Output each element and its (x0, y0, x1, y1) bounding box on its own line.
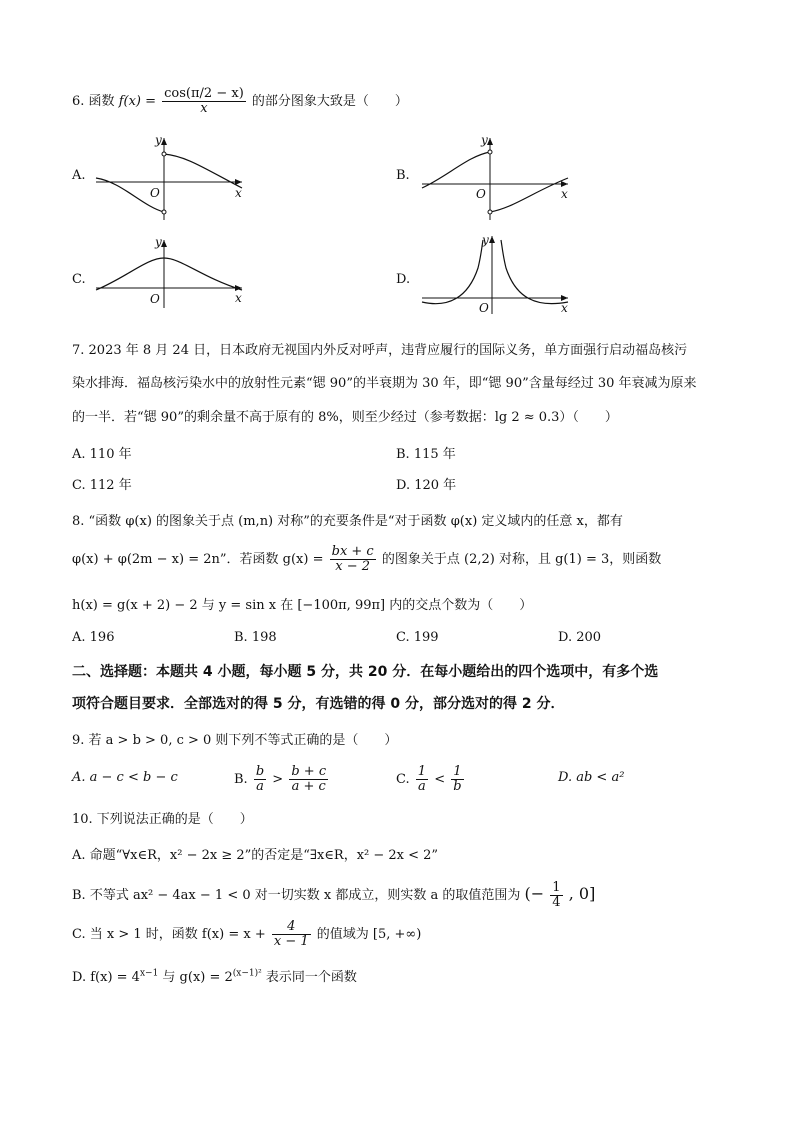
q10-c-post: 的值域为 [5, +∞) (316, 927, 422, 942)
q8-line-3: h(x) = g(x + 2) − 2 与 y = sin x 在 [−100π, 99π] 内的交点个数为（ ） (72, 598, 533, 613)
q10-d-pre: D. f(x) = 4 (72, 970, 140, 985)
axis-x-label: x (561, 187, 568, 201)
q10-b-open: (− (524, 884, 545, 903)
axis-x-label: x (235, 186, 242, 200)
q9-c-num-2: 1 (451, 765, 463, 780)
axis-y-label: y (155, 235, 162, 249)
q7-line-2: 染水排海．福岛核污染水中的放射性元素“锶 90”的半衰期为 30 年，即“锶 90”含量每经过 30 年衰减为原来 (72, 376, 697, 391)
q10-c-den: x − 1 (273, 934, 309, 949)
axis-x-label: x (235, 291, 242, 305)
q9-b-frac-2 (289, 765, 328, 793)
q7-line-1: 7. 2023 年 8 月 24 日，日本政府无视国内外反对呼声，违背应履行的国际义务，单方面强行启动福岛核污 (72, 343, 688, 358)
q9-b-num-2: b + c (291, 764, 327, 780)
q6-graph-b (418, 130, 578, 225)
axis-y-label: y (155, 133, 162, 147)
q10-b-den: 4 (552, 895, 561, 910)
origin-label: O (476, 187, 486, 201)
q10-d-mid: 与 g(x) = 2 (158, 970, 233, 985)
q9-c-op: < (434, 772, 446, 787)
q10-option-b (72, 874, 595, 914)
q10-d-exp-2: (x−1)² (232, 968, 262, 979)
q8-option-d: D. 200 (558, 630, 602, 645)
q8-line-2 (72, 540, 661, 580)
q10-stem: 10. 下列说法正确的是（ ） (72, 812, 253, 827)
q10-option-a: A. 命题“∀x∈R，x² − 2x ≥ 2”的否定是“∃x∈R，x² − 2x < 2” (72, 848, 439, 863)
q8-fraction (330, 545, 376, 573)
section-2-line-1: 二、选择题：本题共 4 小题，每小题 5 分，共 20 分．在每小题给出的四个选项中，有多个选 (72, 664, 659, 680)
q8-line-2a: φ(x) + φ(2m − x) = 2n”．若函数 g(x) = (72, 552, 324, 567)
q7-option-a: A. 110 年 (72, 447, 132, 462)
q7-option-b: B. 115 年 (396, 447, 456, 462)
q9-b-den-1: a (256, 779, 264, 794)
q9-c-num-1: 1 (417, 764, 427, 780)
q10-b-num: 1 (552, 880, 561, 896)
q10-c-text: C. 当 x > 1 时，函数 f(x) = x + (72, 927, 266, 942)
q6-option-a-label: A. (72, 168, 86, 183)
q9-b-den-2: a + c (291, 779, 326, 794)
q6-option-d-label: D. (396, 272, 411, 287)
q9-b-frac-1 (254, 765, 266, 793)
q9-c-den-1: a (418, 779, 426, 794)
origin-label: O (479, 301, 489, 315)
q9-stem: 9. 若 a > b > 0, c > 0 则下列不等式正确的是（ ） (72, 733, 398, 748)
q6-graph-a (92, 130, 252, 225)
q9-option-c (396, 760, 466, 800)
q9-option-d: D. ab < a² (558, 770, 625, 785)
q7-option-c: C. 112 年 (72, 478, 132, 493)
q6-lead: 函数 (88, 94, 115, 109)
q10-option-c (72, 915, 421, 955)
q6-func-den: x (200, 101, 208, 116)
q9-c-frac-2 (451, 765, 463, 793)
q10-c-fraction (272, 920, 311, 948)
q6-fraction (162, 87, 246, 115)
q6-func-num: cos(π/2 − x) (164, 86, 244, 102)
axis-y-label: y (481, 133, 488, 147)
q8-num: bx + c (331, 544, 374, 560)
section-2-line-2: 项符合题目要求．全部选对的得 5 分，有选错的得 0 分，部分选对的得 2 分． (72, 696, 565, 712)
axis-x-label: x (561, 301, 568, 315)
q6-func-left: f(x) = (118, 94, 157, 109)
q6-stem (72, 80, 408, 124)
origin-label: O (150, 292, 160, 306)
q8-option-c: C. 199 (396, 630, 439, 645)
q8-line-1: 8. “函数 φ(x) 的图象关于点 (m,n) 对称”的充要条件是“对于函数 φ(x) 定义域内的任意 x，都有 (72, 514, 623, 529)
q9-b-op: > (272, 772, 284, 787)
q9-option-b-label: B. (234, 772, 248, 787)
q6-tail: 的部分图象大致是（ ） (251, 94, 408, 109)
q8-line-2b: 的图象关于点 (2,2) 对称，且 g(1) = 3，则函数 (381, 552, 662, 567)
q9-c-den-2: b (453, 779, 462, 794)
q8-den: x − 2 (335, 559, 371, 574)
q6-number: 6. (72, 94, 85, 109)
q9-option-c-label: C. (396, 772, 410, 787)
q7-line-3: 的一半．若“锶 90”的剩余量不高于原有的 8%，则至少经过（参考数据：lg 2 ≈ 0.3）（ ） (72, 410, 618, 425)
q7-option-d: D. 120 年 (396, 478, 457, 493)
q6-option-c-label: C. (72, 272, 86, 287)
q6-graph-c (92, 232, 252, 312)
q9-option-a: A. a − c < b − c (72, 770, 178, 785)
axis-y-label: y (482, 233, 489, 247)
q9-b-num-1: b (255, 764, 265, 780)
q6-graph-d (418, 228, 578, 318)
q10-b-text: B. 不等式 ax² − 4ax − 1 < 0 对一切实数 x 都成立，则实数 a 的取值范围为 (72, 888, 521, 903)
q9-c-frac-1 (416, 765, 428, 793)
q8-option-b: B. 198 (234, 630, 277, 645)
q10-c-num: 4 (272, 920, 311, 935)
q10-b-close: , 0] (568, 884, 596, 903)
q9-option-b (234, 760, 330, 800)
origin-label: O (150, 186, 160, 200)
q8-option-a: A. 196 (72, 630, 115, 645)
q10-d-exp-1: x−1 (139, 968, 159, 979)
q10-b-fraction (550, 881, 562, 909)
q10-d-post: 表示同一个函数 (261, 970, 357, 985)
q10-option-d (72, 966, 357, 985)
q6-option-b-label: B. (396, 168, 410, 183)
